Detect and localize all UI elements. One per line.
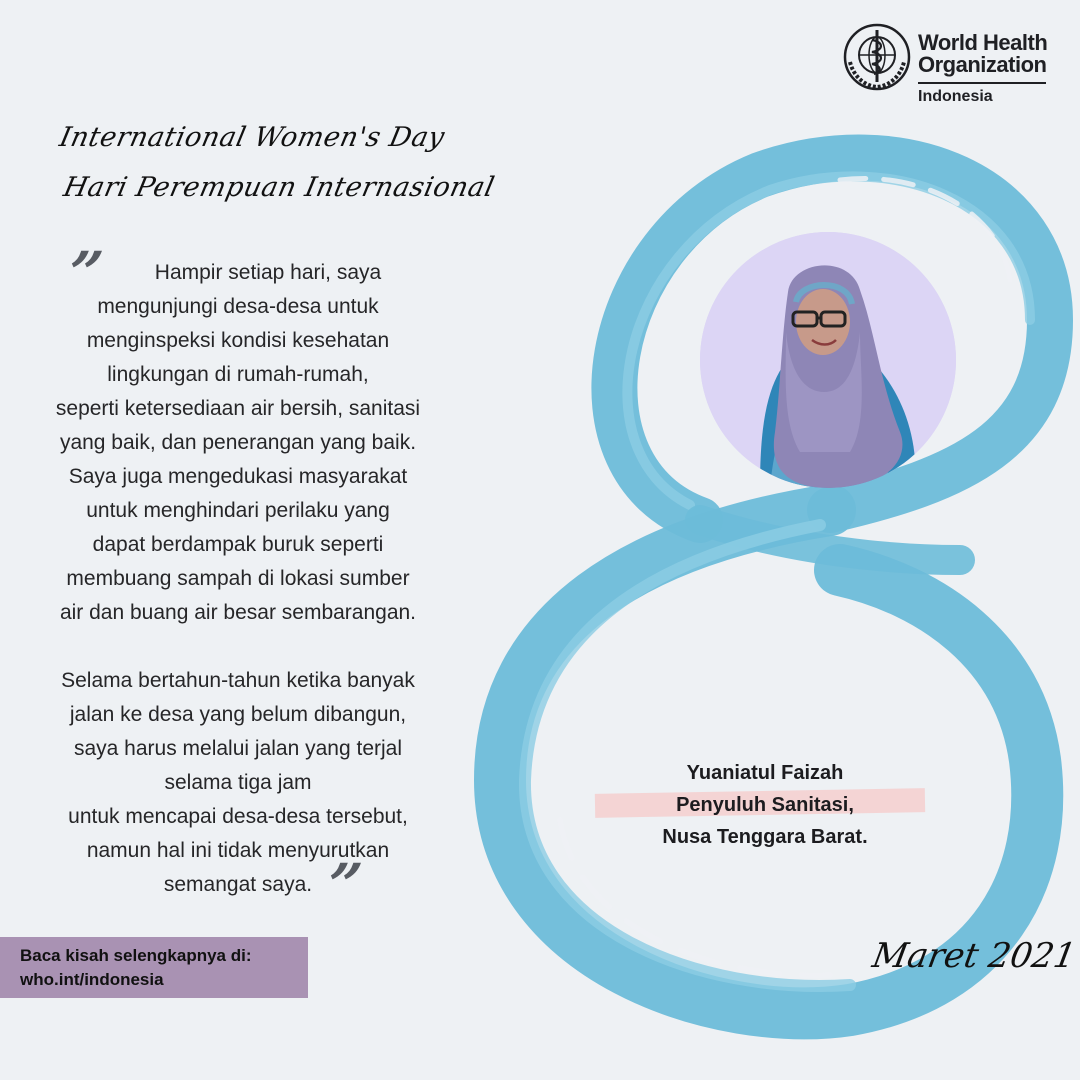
- close-quote-mark: ”: [313, 851, 370, 919]
- quote-line: selama tiga jam: [164, 771, 312, 794]
- quote-text: [18, 256, 458, 902]
- who-name-line1: World Health: [918, 30, 1048, 55]
- person-role: Penyuluh Sanitasi,: [676, 794, 854, 816]
- quote-line: seperti ketersediaan air bersih, sanitasi: [55, 397, 421, 420]
- who-country: Indonesia: [918, 88, 993, 105]
- read-more-text: Baca kisah selengkapnya di:: [20, 946, 252, 965]
- person-caption: [585, 757, 945, 853]
- quote-line: saya harus melalui jalan yang terjal: [73, 737, 402, 760]
- quote-line: Selama bertahun-tahun ketika banyak: [61, 669, 415, 692]
- quote-line: membuang sampah di lokasi sumber: [66, 567, 410, 590]
- quote-line: yang baik, dan penerangan yang baik.: [59, 431, 417, 454]
- quote-line: dapat berdampak buruk seperti: [92, 533, 384, 556]
- who-emblem-icon: [842, 22, 912, 92]
- quote-line: untuk menghindari perilaku yang: [86, 499, 390, 522]
- quote-line: untuk mencapai desa-desa tersebut,: [68, 805, 408, 828]
- logo-divider: [918, 82, 1046, 84]
- who-logo: [842, 22, 1052, 112]
- paragraph-gap: [18, 630, 458, 664]
- quote-line: mengunjungi desa-desa untuk: [97, 295, 379, 318]
- portrait-photo: [700, 232, 956, 488]
- person-region: Nusa Tenggara Barat.: [662, 826, 868, 848]
- date-label: Maret 2021: [869, 936, 1079, 976]
- person-name: Yuaniatul Faizah: [686, 762, 844, 784]
- quote-line: air dan buang air besar sembarangan.: [59, 601, 417, 624]
- quote-line: menginspeksi kondisi kesehatan: [86, 329, 390, 352]
- open-quote-mark: ”: [54, 239, 111, 307]
- quote-line: semangat saya.: [163, 873, 313, 896]
- quote-line: jalan ke desa yang belum dibangun,: [69, 703, 407, 726]
- portrait-illustration: [700, 232, 956, 488]
- heading-indonesian: Hari Perempuan Internasional: [60, 172, 498, 203]
- who-name-line2: Organization: [918, 52, 1047, 77]
- quote-line: namun hal ini tidak menyurutkan: [86, 839, 390, 862]
- quote-line: Saya juga mengedukasi masyarakat: [68, 465, 408, 488]
- read-more-link[interactable]: who.int/indonesia: [20, 970, 164, 989]
- read-more-banner[interactable]: [0, 937, 308, 998]
- quote-line: Hampir setiap hari, saya: [154, 261, 382, 284]
- quote-line: lingkungan di rumah-rumah,: [107, 363, 369, 386]
- heading-english: International Women's Day: [56, 122, 448, 153]
